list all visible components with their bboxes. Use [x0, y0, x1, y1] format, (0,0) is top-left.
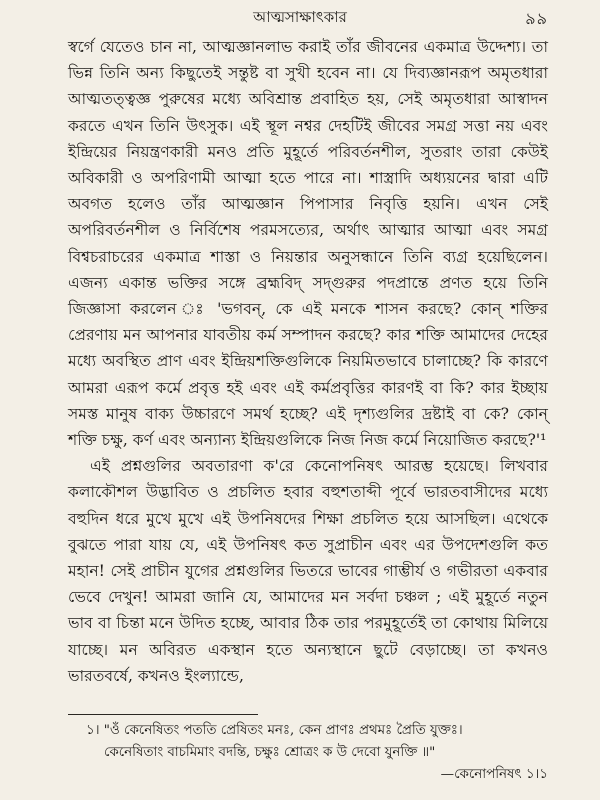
- running-title: আত্মসাক্ষাৎকার: [253, 8, 347, 26]
- paragraph: স্বর্গে যেতেও চান না, আত্মজ্ঞানলাভ করাই তাঁর জীবনের একমাত্র উদ্দেশ্য। তা ভিন্ন তিনি অন্য কিছুতেই সন্তুষ্ট বা সুখী হবেন না। যে দিব্যজ্ঞানরূপ অমৃতধারা আত্মতত্ত্বজ্ঞ পুরুষের মধ্যে অবিশ্রান্ত প্রবাহিত হয়, সেই অমৃতধারা আস্বাদন করতে এখন তিনি উৎসুক। এই স্থূল নশ্বর দেহটিই জীবের সমগ্র সত্তা নয় এবং ইন্দ্রিয়ের নিয়ন্ত্রণকারী মনও প্রতি মুহূর্তে পরিবর্তনশীল, সুতরাং তারা কেউই অবিকারী ও অপরিণামী আত্মা হতে পারে না। শাস্ত্রাদি অধ্যয়নের দ্বারা এটি অবগত হলেও তাঁর আত্মজ্ঞান পিপাসার নিবৃত্তি হয়নি। এখন সেই অপরিবর্তনশীল ও নির্বিশেষ পরমসত্যের, অর্থাৎ আত্মার আত্মা এবং সমগ্র বিশ্বচরাচরের একমাত্র শাস্তা ও নিয়ন্তার অনুসন্ধানে তিনি ব্যগ্র হয়েছিলেন। এজন্য একান্ত ভক্তির সঙ্গে ব্রহ্মবিদ্ সদ্গুরুর পদপ্রান্তে প্রণত হয়ে তিনি জিজ্ঞাসা করলেন ঃ 'ভগবন্, কে এই মনকে শাসন করছে? কোন্ শক্তির প্রেরণায় মন আপনার যাবতীয় কর্ম সম্পাদন করছে? কার শক্তি আমাদের দেহের মধ্যে অবস্থিত প্রাণ এবং ইন্দ্রিয়শক্তিগুলিকে নিয়মিতভাবে চালাচ্ছে? কি কারণে আমরা এরূপ কর্মে প্রবৃত্ত হই এবং এই কর্মপ্রবৃত্তির কারণই বা কি? কার ইচ্ছায় সমস্ত মানুষ বাক্য উচ্চারণে সমর্থ হচ্ছে? এই দৃশ্যগুলির দ্রষ্টাই বা কে? কোন্ শক্তি চক্ষু, কর্ণ এবং অন্যান্য ইন্দ্রিয়গুলিকে নিজ নিজ কর্মে নিয়োজিত করছে?'¹: [68, 38, 548, 450]
- running-head: [0, 4, 600, 26]
- footnote-source: —কেনোপনিষৎ ১।১: [440, 767, 548, 782]
- footnote-line: কেনেষিতাং বাচমিমাং বদন্তি, চক্ষুঃ শ্রোত্রং ক উ দেবো যুনক্তি ॥": [104, 745, 436, 760]
- footnote-divider: [68, 714, 258, 715]
- page-number: ৯৯: [525, 9, 548, 28]
- paragraph: এই প্রশ্নগুলির অবতারণা ক'রে কেনোপনিষৎ আরম্ভ হয়েছে। লিখবার কলাকৌশল উদ্ভাবিত ও প্রচলিত হবার বহুশতাব্দী পূর্বে ভারতবাসীদের মধ্যে বহুদিন ধরে মুখে মুখে এই উপনিষদের শিক্ষা প্রচলিত হয়ে আসছিল। এথেকে বুঝতে পারা যায় যে, এই উপনিষৎ কত সুপ্রাচীন এবং এর উপদেশগুলি কত মহান! সেই প্রাচীন যুগের প্রশ্নগুলির ভিতরে ভাবের গাম্ভীর্য ও গভীরতা একবার ভেবে দেখুন! আমরা জানি যে, আমাদের মন সর্বদা চঞ্চল ; এই মুহূর্তে নতুন ভাব বা চিন্তা মনে উদিত হচ্ছে, আবার ঠিক তার পরমুহূর্তেই তা কোথায় মিলিয়ে যাচ্ছে। মন অবিরত একস্থান হতে অন্যস্থানে ছুটে বেড়াচ্ছে। তা কখনও ভারতবর্ষে, কখনও ইংল্যান্ডে,: [68, 457, 548, 685]
- footnote: [86, 720, 548, 786]
- body-text: [68, 34, 548, 689]
- footnote-line: ১। "ওঁ কেনেষিতং পততি প্রেষিতং মনঃ, কেন প্রাণঃ প্রথমঃ প্রৈতি যুক্তঃ।: [86, 723, 463, 738]
